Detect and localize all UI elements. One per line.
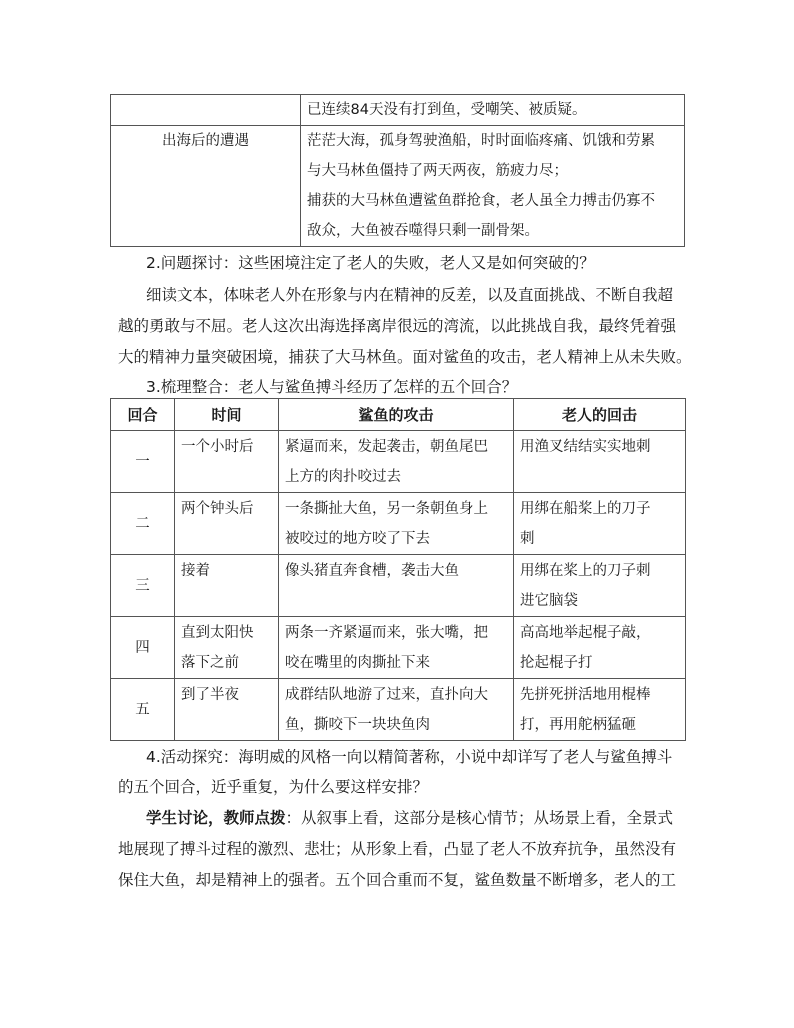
time-cell xyxy=(175,431,279,493)
discussion-text: ：从叙事上看，这部分是核心情节；从场景上看，全景式 xyxy=(285,809,674,827)
cell-line: 鱼，撕咬下一块块鱼肉 xyxy=(285,717,430,733)
question-2-title: 2.问题探讨：这些困境注定了老人的失败，老人又是如何突破的？ xyxy=(146,254,595,272)
cell-line: 落下之前 xyxy=(181,655,239,671)
table-cell-text xyxy=(301,126,685,247)
cell-line: 刺 xyxy=(520,531,535,547)
question-4-title: 4.活动探究：海明威的风格一向以精简著称，小说中却详写了老人与鲨鱼搏斗 xyxy=(146,748,673,766)
column-header: 鲨鱼的攻击 xyxy=(279,399,514,431)
attack-cell xyxy=(279,555,514,617)
cell-line: 敌众，大鱼被吞噬得只剩一副骨架。 xyxy=(307,223,539,239)
cell-line: 打，再用舵柄猛砸 xyxy=(520,717,636,733)
cell-line: 一个小时后 xyxy=(181,439,254,455)
response-cell xyxy=(514,679,686,741)
discussion-line: 保住大鱼，却是精神上的强者。五个回合重而不复，鲨鱼数量不断增多，老人的工 xyxy=(118,871,677,889)
discussion-lead: 学生讨论，教师点拨 xyxy=(146,809,286,827)
table-row xyxy=(111,555,686,617)
q2-paragraph-line: 越的勇敢与不屈。老人这次出海选择离岸很远的湾流，以此挑战自我，最终凭着强 xyxy=(118,317,677,335)
column-header: 回合 xyxy=(111,399,175,431)
table-header-row xyxy=(111,399,686,431)
cell-line: 与大马林鱼僵持了两天两夜，筋疲力尽； xyxy=(307,163,568,179)
cell-line: 咬在嘴里的肉撕扯下来 xyxy=(285,655,430,671)
cell-line: 到了半夜 xyxy=(181,687,239,703)
column-header: 老人的回击 xyxy=(514,399,686,431)
cell-line: 先拼死拼活地用棍棒 xyxy=(520,687,651,703)
cell-line: 像头猪直奔食槽，袭击大鱼 xyxy=(285,563,459,579)
table-row xyxy=(111,95,685,126)
attack-cell xyxy=(279,493,514,555)
cell-line: 接着 xyxy=(181,563,210,579)
attack-cell xyxy=(279,431,514,493)
table-cell-label xyxy=(111,95,301,126)
attack-cell xyxy=(279,679,514,741)
cell-line: 用绑在船桨上的刀子 xyxy=(520,501,651,517)
response-cell xyxy=(514,555,686,617)
rounds-table xyxy=(110,398,686,741)
question-4-title-cont: 的五个回合，近乎重复，为什么要这样安排？ xyxy=(118,778,429,796)
cell-line: 高高地举起棍子敲， xyxy=(520,625,651,641)
cell-line: 两个钟头后 xyxy=(181,501,254,517)
cell-line: 用绑在桨上的刀子刺 xyxy=(520,563,651,579)
cell-line: 进它脑袋 xyxy=(520,593,578,609)
cell-line: 成群结队地游了过来，直扑向大 xyxy=(285,687,488,703)
table-row xyxy=(111,126,685,247)
cell-line: 上方的肉扑咬过去 xyxy=(285,469,401,485)
round-cell: 三 xyxy=(111,555,175,617)
table-row xyxy=(111,431,686,493)
cell-line: 两条一齐紧逼而来，张大嘴，把 xyxy=(285,625,488,641)
situation-table xyxy=(110,94,685,247)
table-cell-label: 出海后的遭遇 xyxy=(111,126,301,247)
discussion-line xyxy=(146,803,673,833)
response-cell xyxy=(514,617,686,679)
column-header: 时间 xyxy=(175,399,279,431)
response-cell xyxy=(514,431,686,493)
discussion-line: 地展现了搏斗过程的激烈、悲壮；从形象上看，凸显了老人不放弃抗争，虽然没有 xyxy=(118,840,677,858)
round-cell: 二 xyxy=(111,493,175,555)
table-row xyxy=(111,617,686,679)
cell-line: 捕获的大马林鱼遭鲨鱼群抢食，老人虽全力搏击仍寡不 xyxy=(307,193,655,209)
time-cell xyxy=(175,555,279,617)
response-cell xyxy=(514,493,686,555)
attack-cell xyxy=(279,617,514,679)
question-3-title: 3.梳理整合：老人与鲨鱼搏斗经历了怎样的五个回合？ xyxy=(146,378,518,396)
cell-line: 直到太阳快 xyxy=(181,625,254,641)
table-row xyxy=(111,679,686,741)
cell-line: 已连续84天没有打到鱼，受嘲笑、被质疑。 xyxy=(307,102,587,118)
cell-line: 一条撕扯大鱼，另一条朝鱼身上 xyxy=(285,501,488,517)
table-row xyxy=(111,493,686,555)
cell-line: 被咬过的地方咬了下去 xyxy=(285,531,430,547)
time-cell xyxy=(175,617,279,679)
cell-line: 抡起棍子打 xyxy=(520,655,593,671)
time-cell xyxy=(175,493,279,555)
round-cell: 一 xyxy=(111,431,175,493)
table-cell-text xyxy=(301,95,685,126)
round-cell: 四 xyxy=(111,617,175,679)
q2-paragraph-line: 大的精神力量突破困境，捕获了大马林鱼。面对鲨鱼的攻击，老人精神上从未失败。 xyxy=(118,348,692,366)
cell-line: 用渔叉结结实实地刺 xyxy=(520,439,651,455)
cell-line: 茫茫大海，孤身驾驶渔船，时时面临疼痛、饥饿和劳累 xyxy=(307,133,655,149)
cell-line: 紧逼而来，发起袭击，朝鱼尾巴 xyxy=(285,439,488,455)
q2-paragraph-line: 细读文本，体味老人外在形象与内在精神的反差，以及直面挑战、不断自我超 xyxy=(146,286,674,304)
round-cell: 五 xyxy=(111,679,175,741)
time-cell xyxy=(175,679,279,741)
